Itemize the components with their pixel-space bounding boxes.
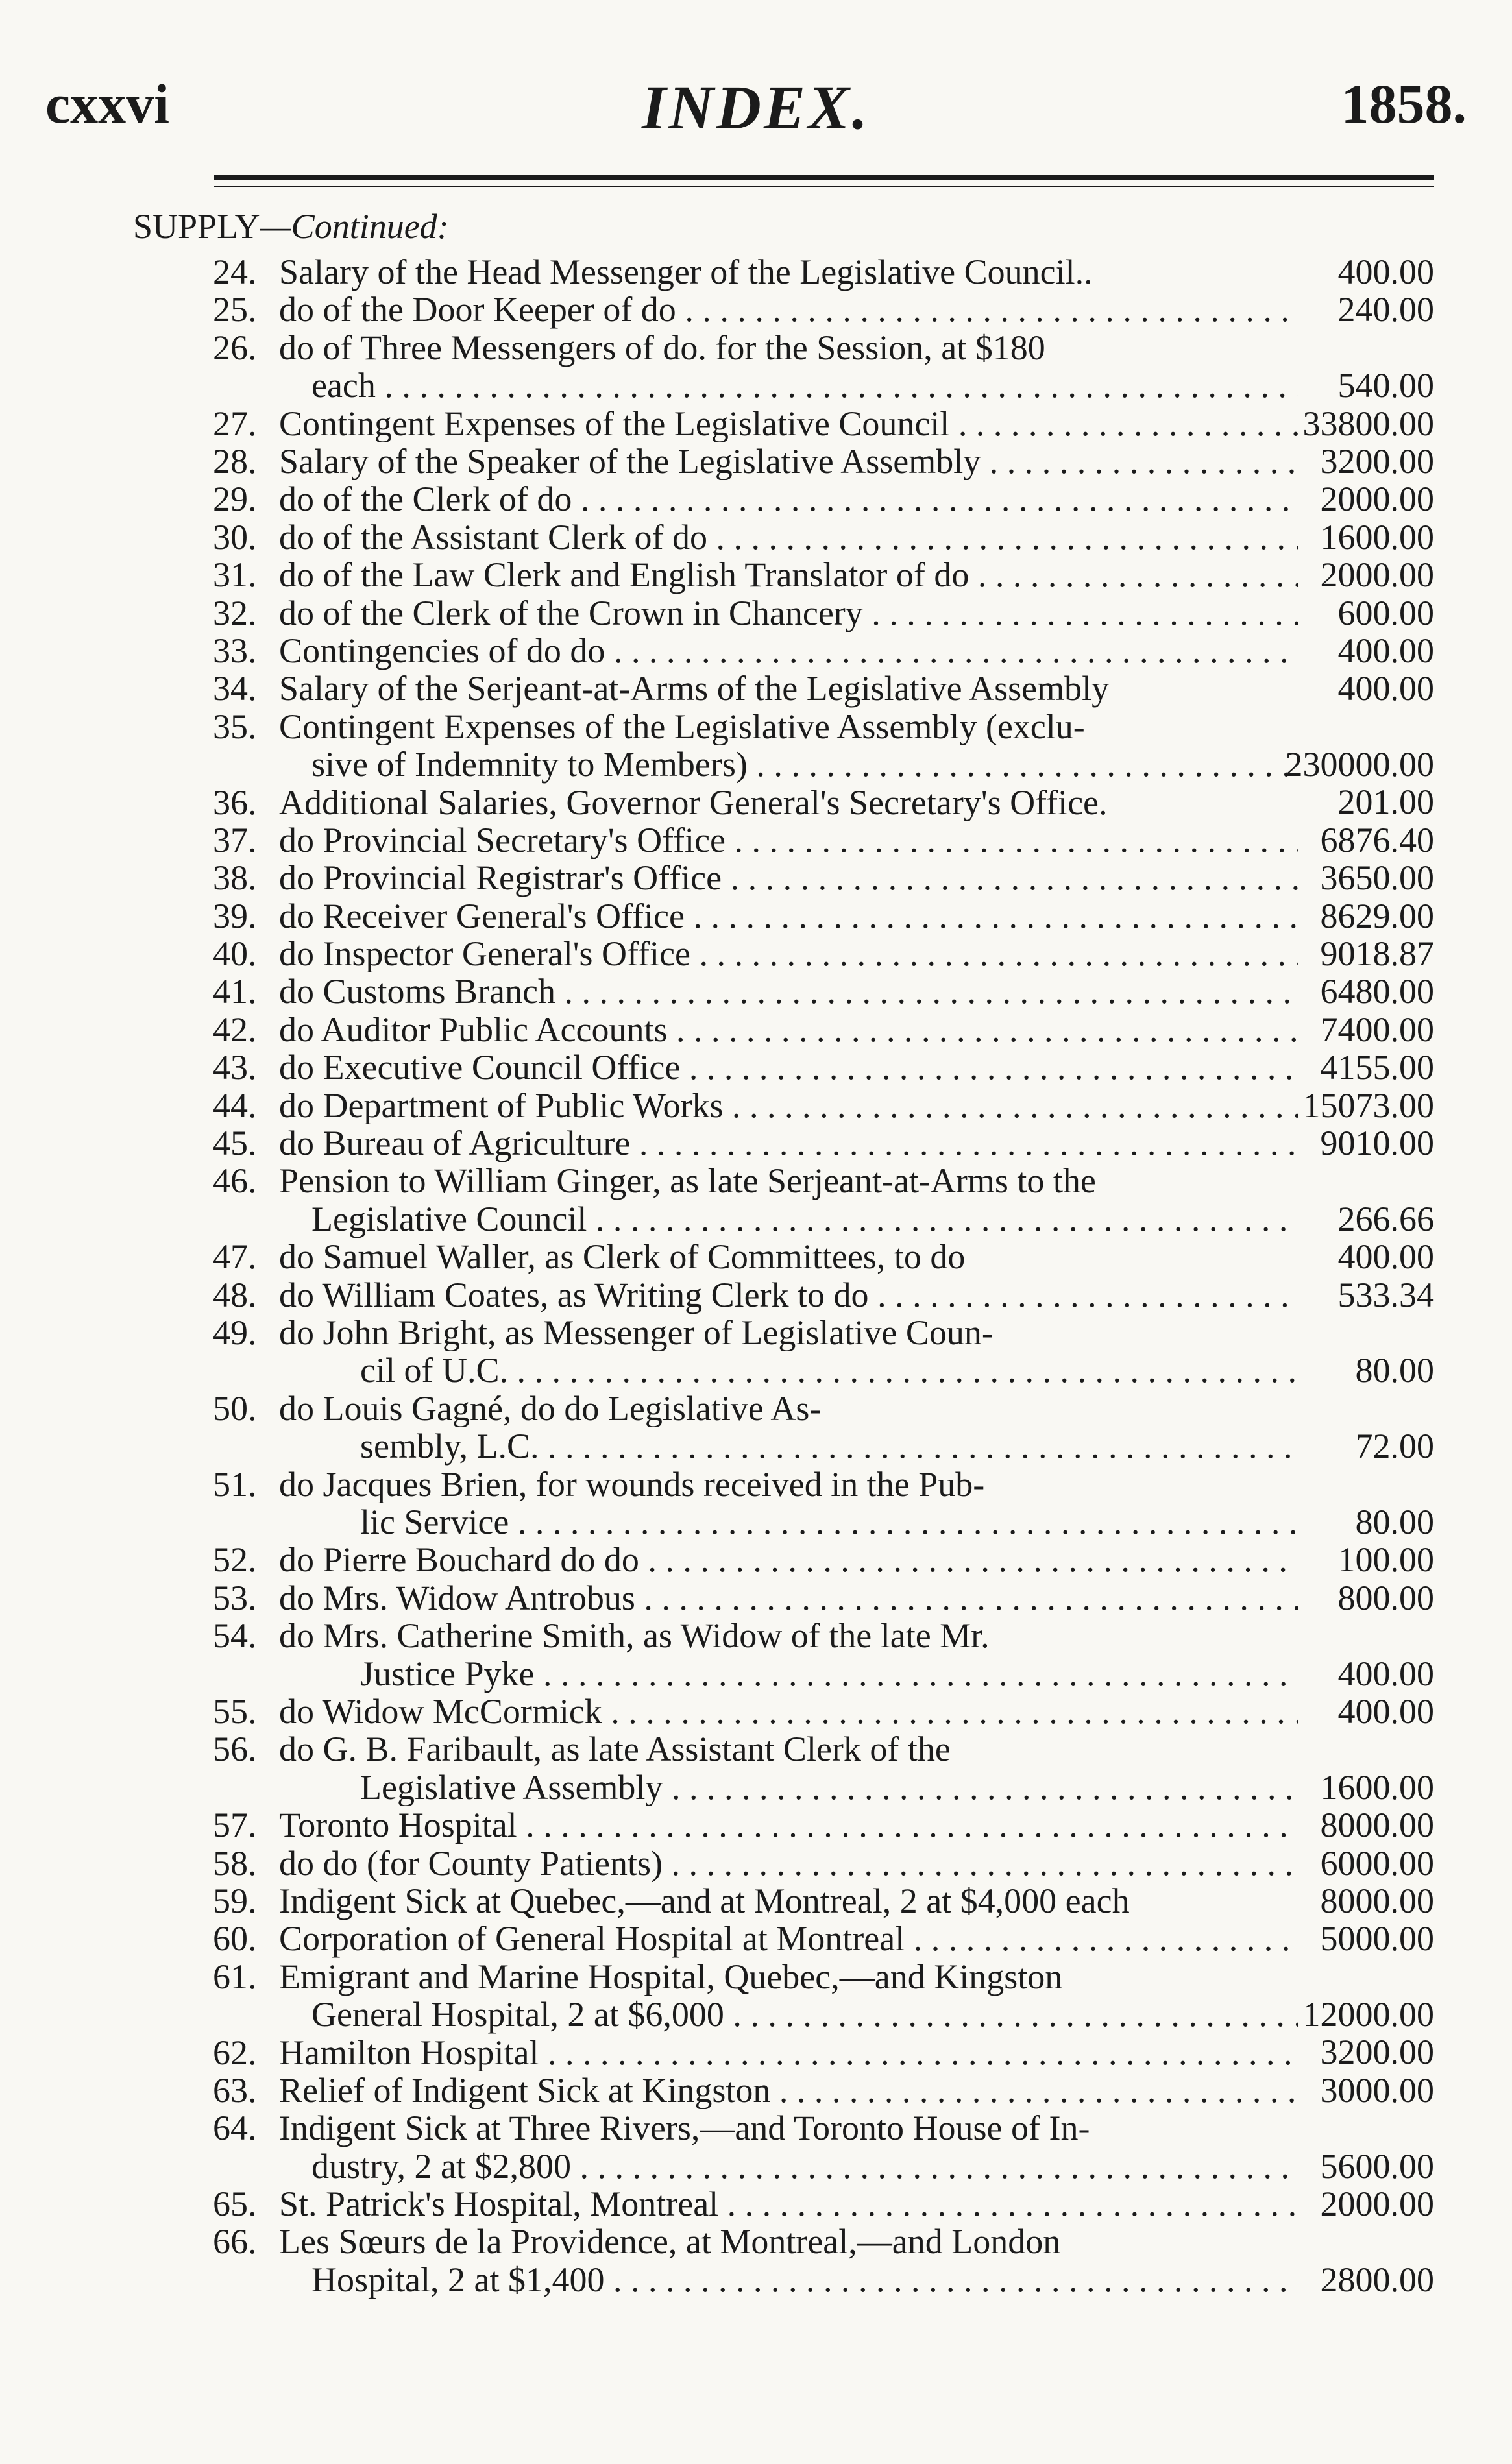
entry-description-line: do of the Law Clerk and English Translator of do . . . (279, 556, 1298, 594)
index-entry (0, 1882, 1512, 1920)
entry-description-line: do Inspector General's Office . . . (279, 935, 1298, 972)
entry-number: 27. (213, 404, 257, 443)
entry-number: 51. (213, 1464, 257, 1504)
index-entry (0, 784, 1512, 821)
entry-number: 45. (213, 1124, 257, 1163)
entry-description-line: do do (for County Patients) . . . (279, 1844, 1298, 1882)
entry-amount: 266.66 (1337, 1199, 1434, 1238)
entry-amount: 4155.00 (1320, 1048, 1434, 1087)
entry-number: 36. (213, 782, 257, 822)
entry-description-line: lic Service . . . (360, 1503, 1298, 1541)
index-entry (0, 935, 1512, 972)
header-rule-thin (214, 186, 1434, 187)
index-entry (0, 1806, 1512, 1844)
entry-description-line: Emigrant and Marine Hospital, Quebec,—and Kingston (279, 1957, 1063, 1996)
entry-description-line: do of the Clerk of do . . . (279, 480, 1298, 518)
entry-number: 59. (213, 1881, 257, 1920)
index-entry (0, 1693, 1512, 1730)
entry-number: 32. (213, 593, 257, 633)
entry-amount: 230000.00 (1285, 745, 1434, 784)
entry-description-line: do Louis Gagné, do do Legislative As- (279, 1389, 822, 1428)
entry-number: 55. (213, 1691, 257, 1731)
index-entry (0, 1617, 1512, 1693)
entry-amount: 80.00 (1355, 1502, 1434, 1541)
index-entry (0, 1466, 1512, 1541)
entry-description-line: Contingencies of do do . . . (279, 632, 1298, 670)
entry-description-line: do Mrs. Catherine Smith, as Widow of the late Mr. (279, 1617, 990, 1655)
entry-number: 52. (213, 1540, 257, 1580)
entry-description-line: sembly, L.C. . . . (360, 1427, 1298, 1465)
entry-description-line: Salary of the Serjeant-at-Arms of the Legislative Assembly (279, 670, 1110, 708)
entry-amount: 5600.00 (1320, 2146, 1434, 2186)
page-title: INDEX. (641, 73, 871, 142)
index-entry (0, 253, 1512, 291)
entry-description-line: Hospital, 2 at $1,400 . . . (311, 2261, 1298, 2299)
entry-number: 30. (213, 517, 257, 557)
index-entry (0, 1238, 1512, 1275)
entry-amount: 600.00 (1337, 593, 1434, 633)
entry-amount: 33800.00 (1302, 404, 1434, 443)
entry-amount: 6876.40 (1320, 820, 1434, 860)
index-entry (0, 1048, 1512, 1086)
entry-description-line: Additional Salaries, Governor General's Secretary's Office. (279, 783, 1108, 821)
entry-number: 40. (213, 934, 257, 974)
entry-amount: 2000.00 (1320, 479, 1434, 519)
index-entry (0, 1276, 1512, 1314)
index-entry (0, 670, 1512, 707)
entry-number: 26. (213, 328, 257, 367)
entry-number: 53. (213, 1578, 257, 1617)
index-entry (0, 556, 1512, 594)
entry-amount: 400.00 (1337, 252, 1434, 291)
entry-number: 39. (213, 896, 257, 936)
entry-description-line: Pension to William Ginger, as late Serjeant-at-Arms to the (279, 1162, 1096, 1200)
header-rule-thick (214, 175, 1434, 180)
index-entry (0, 480, 1512, 518)
index-entry (0, 1579, 1512, 1617)
entry-description-line: do of the Door Keeper of do . . . (279, 291, 1298, 328)
entry-description-line: Indigent Sick at Quebec,—and at Montreal, 2 at $4,000 each (279, 1881, 1130, 1920)
entry-description-line: do Pierre Bouchard do do . . . (279, 1541, 1298, 1578)
entry-amount: 8000.00 (1320, 1806, 1434, 1845)
section-continued: —Continued: (260, 207, 449, 246)
entry-amount: 540.00 (1337, 366, 1434, 405)
entry-number: 42. (213, 1009, 257, 1049)
entry-amount: 533.34 (1337, 1275, 1434, 1314)
index-entry (0, 2223, 1512, 2299)
entry-description-line: do Jacques Brien, for wounds received in the Pub- (279, 1465, 985, 1503)
index-entry (0, 2185, 1512, 2223)
entry-number: 43. (213, 1048, 257, 1087)
entry-amount: 2000.00 (1320, 2184, 1434, 2224)
entry-description-line: do Widow McCormick . . . (279, 1693, 1298, 1730)
entry-description-line: do Receiver General's Office . . . (279, 897, 1298, 935)
entry-amount: 100.00 (1337, 1540, 1434, 1580)
entry-description-line: do William Coates, as Writing Clerk to do . . . (279, 1276, 1298, 1314)
entry-amount: 400.00 (1337, 1654, 1434, 1693)
index-entry (0, 1162, 1512, 1238)
entry-number: 64. (213, 2108, 257, 2148)
entry-number: 33. (213, 631, 257, 670)
entry-number: 58. (213, 1843, 257, 1883)
entry-number: 28. (213, 441, 257, 481)
entry-description-line: do Provincial Registrar's Office . . . (279, 859, 1298, 897)
entry-number: 47. (213, 1237, 257, 1277)
index-list (0, 253, 1512, 2299)
entry-description-line: do G. B. Faribault, as late Assistant Clerk of the (279, 1730, 951, 1769)
entry-number: 61. (213, 1957, 257, 1996)
index-entry (0, 2109, 1512, 2185)
entry-amount: 9010.00 (1320, 1124, 1434, 1163)
entry-description-line: General Hospital, 2 at $6,000 . . . (311, 1996, 1298, 2033)
index-entry (0, 291, 1512, 328)
entry-description-line: do of the Clerk of the Crown in Chancery . . . (279, 594, 1298, 632)
entry-amount: 80.00 (1355, 1351, 1434, 1390)
entry-description-line: dustry, 2 at $2,800 . . . (311, 2147, 1298, 2185)
entry-amount: 3200.00 (1320, 2033, 1434, 2072)
index-entry (0, 1920, 1512, 1957)
index-entry (0, 1844, 1512, 1882)
entry-description-line: do Auditor Public Accounts . . . (279, 1011, 1298, 1048)
entry-description-line: Salary of the Head Messenger of the Legislative Council.. (279, 253, 1093, 291)
entry-amount: 400.00 (1337, 1691, 1434, 1731)
entry-number: 62. (213, 2033, 257, 2072)
entry-description-line: each . . . (311, 367, 1298, 404)
index-entry (0, 708, 1512, 784)
entry-number: 29. (213, 479, 257, 519)
entry-description-line: do of the Assistant Clerk of do . . . (279, 518, 1298, 556)
entry-description-line: do Department of Public Works . . . (279, 1087, 1298, 1124)
entry-amount: 9018.87 (1320, 934, 1434, 974)
entry-description-line: Legislative Assembly . . . (360, 1769, 1298, 1806)
entry-number: 63. (213, 2070, 257, 2110)
entry-number: 31. (213, 555, 257, 595)
entry-number: 49. (213, 1312, 257, 1352)
entry-number: 60. (213, 1919, 257, 1959)
index-entry (0, 442, 1512, 480)
entry-description-line: Toronto Hospital . . . (279, 1806, 1298, 1844)
entry-description-line: Corporation of General Hospital at Montreal . . . (279, 1920, 1298, 1957)
entry-amount: 12000.00 (1302, 1995, 1434, 2035)
index-entry (0, 1011, 1512, 1048)
entry-number: 50. (213, 1388, 257, 1428)
entry-amount: 400.00 (1337, 631, 1434, 670)
index-entry (0, 1087, 1512, 1124)
entry-number: 66. (213, 2222, 257, 2262)
entry-amount: 1600.00 (1320, 517, 1434, 557)
entry-amount: 400.00 (1337, 1237, 1434, 1277)
entry-amount: 240.00 (1337, 290, 1434, 330)
entry-description-line: do Samuel Waller, as Clerk of Committees, to do (279, 1238, 966, 1276)
entry-amount: 15073.00 (1302, 1085, 1434, 1125)
page-header (45, 71, 1467, 143)
entry-number: 34. (213, 669, 257, 708)
index-entry (0, 594, 1512, 632)
entry-description-line: Contingent Expenses of the Legislative Council . . . (279, 405, 1298, 442)
entry-description-line: do of Three Messengers of do. for the Session, at $180 (279, 328, 1045, 367)
section-name: SUPPLY (133, 207, 260, 246)
page-numeral: cxxvi (45, 73, 170, 135)
index-entry (0, 2071, 1512, 2109)
entry-amount: 2000.00 (1320, 555, 1434, 595)
entry-description-line: sive of Indemnity to Members) . . . (311, 745, 1298, 783)
entry-description-line: Indigent Sick at Three Rivers,—and Toronto House of In- (279, 2109, 1090, 2147)
entry-amount: 400.00 (1337, 669, 1434, 708)
entry-number: 41. (213, 972, 257, 1011)
index-entry (0, 1314, 1512, 1390)
entry-amount: 6000.00 (1320, 1843, 1434, 1883)
entry-description-line: Salary of the Speaker of the Legislative Assembly . . . (279, 442, 1298, 480)
entry-number: 57. (213, 1806, 257, 1845)
index-entry (0, 518, 1512, 556)
index-entry (0, 329, 1512, 405)
entry-amount: 201.00 (1337, 782, 1434, 822)
entry-number: 65. (213, 2184, 257, 2224)
entry-description-line: do John Bright, as Messenger of Legislative Coun- (279, 1313, 994, 1352)
entry-description-line: Relief of Indigent Sick at Kingston . . . (279, 2071, 1298, 2109)
entry-number: 38. (213, 858, 257, 898)
entry-amount: 5000.00 (1320, 1919, 1434, 1959)
entry-number: 25. (213, 290, 257, 330)
section-heading (133, 206, 449, 247)
index-entry (0, 1730, 1512, 1806)
entry-amount: 7400.00 (1320, 1009, 1434, 1049)
entry-amount: 8629.00 (1320, 896, 1434, 936)
entry-number: 46. (213, 1161, 257, 1201)
entry-description-line: cil of U.C. . . . (360, 1351, 1298, 1389)
index-entry (0, 405, 1512, 442)
index-entry (0, 972, 1512, 1010)
entry-amount: 800.00 (1337, 1578, 1434, 1617)
entry-description-line: do Executive Council Office . . . (279, 1048, 1298, 1086)
entry-number: 54. (213, 1616, 257, 1656)
index-entry (0, 1541, 1512, 1578)
entry-number: 24. (213, 252, 257, 291)
entry-description-line: St. Patrick's Hospital, Montreal . . . (279, 2185, 1298, 2223)
entry-amount: 3000.00 (1320, 2070, 1434, 2110)
entry-description-line: Justice Pyke . . . (360, 1655, 1298, 1693)
entry-description-line: do Mrs. Widow Antrobus . . . (279, 1579, 1298, 1617)
index-entry (0, 897, 1512, 935)
entry-description-line: do Customs Branch . . . (279, 972, 1298, 1010)
index-entry (0, 1124, 1512, 1162)
entry-number: 48. (213, 1275, 257, 1314)
entry-amount: 2800.00 (1320, 2260, 1434, 2299)
entry-amount: 6480.00 (1320, 972, 1434, 1011)
index-entry (0, 2034, 1512, 2071)
entry-description-line: do Bureau of Agriculture . . . (279, 1124, 1298, 1162)
entry-description-line: Legislative Council . . . (311, 1200, 1298, 1238)
entry-amount: 8000.00 (1320, 1881, 1434, 1920)
index-entry (0, 859, 1512, 897)
index-entry (0, 1958, 1512, 2034)
entry-amount: 3650.00 (1320, 858, 1434, 898)
index-entry (0, 821, 1512, 859)
entry-number: 44. (213, 1085, 257, 1125)
entry-number: 56. (213, 1730, 257, 1769)
page-year: 1858. (1341, 73, 1467, 135)
entry-amount: 3200.00 (1320, 441, 1434, 481)
entry-description-line: Hamilton Hospital . . . (279, 2034, 1298, 2071)
entry-amount: 1600.00 (1320, 1767, 1434, 1807)
entry-description-line: Contingent Expenses of the Legislative Assembly (exclu- (279, 707, 1085, 746)
entry-description-line: Les Sœurs de la Providence, at Montreal,—and London (279, 2223, 1061, 2261)
index-entry (0, 632, 1512, 670)
entry-number: 37. (213, 820, 257, 860)
entry-number: 35. (213, 707, 257, 746)
entry-amount: 72.00 (1355, 1427, 1434, 1466)
index-entry (0, 1390, 1512, 1466)
entry-description-line: do Provincial Secretary's Office . . . (279, 821, 1298, 859)
